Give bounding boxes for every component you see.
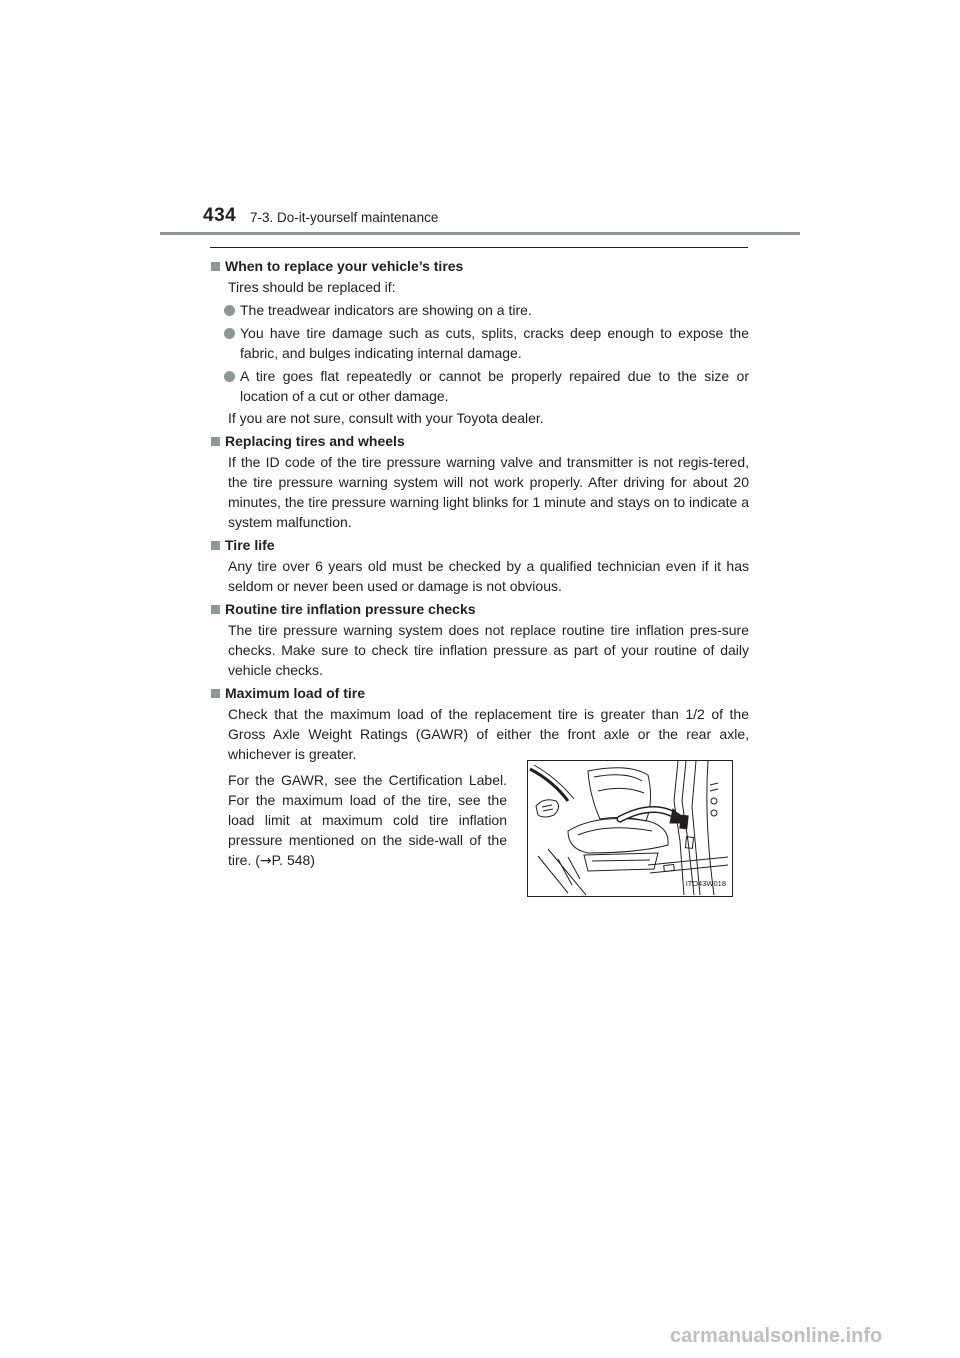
section-body: If the ID code of the tire pressure warning valve and transmitter is not regis-tered, the tire pressure warning system will not work properly. After driving for about 20 minutes, the tire pressure warning light blinks for 1 minute and stays on to indicate a system malfunction. <box>228 454 749 530</box>
section-heading: Replacing tires and wheels <box>211 431 749 451</box>
section-heading: Tire life <box>211 535 749 555</box>
square-bullet-icon <box>211 437 220 446</box>
gawr-text: For the GAWR, see the Certification Label. For the maximum load of the tire, see the load limit at maximum cold tire inflation pressure mentioned on the side-wall of the tire. (→P. 548) <box>228 772 507 869</box>
header-rule <box>160 232 800 235</box>
square-bullet-icon <box>211 262 220 271</box>
section-closing: If you are not sure, consult with your Toyota dealer. <box>228 410 544 426</box>
content-rule <box>210 247 748 248</box>
figure-label: ITO43W018 <box>685 879 726 888</box>
square-bullet-icon <box>211 605 220 614</box>
section-heading: Maximum load of tire <box>211 683 749 703</box>
section-body: The tire pressure warning system does not replace routine tire inflation pres-sure checks. Make sure to check tire inflation pressure as part of your routine of daily vehicle checks. <box>228 622 749 678</box>
circle-bullet-icon <box>224 371 235 382</box>
section-body: Check that the maximum load of the replacement tire is greater than 1/2 of the Gross Axle Weight Ratings (GAWR) of either the front axle or the rear axle, whichever is greater. <box>228 706 749 762</box>
arrow-icon: → <box>259 853 272 869</box>
circle-bullet-icon <box>224 328 235 339</box>
watermark: carmanualsonline.info <box>670 1325 883 1347</box>
list-item: A tire goes flat repeatedly or cannot be properly repaired due to the size or location of a cut or other damage. <box>211 366 749 406</box>
section-title: 7-3. Do-it-yourself maintenance <box>250 210 439 225</box>
section-intro: Tires should be replaced if: <box>228 279 396 295</box>
circle-bullet-icon <box>224 305 235 316</box>
list-item: The treadwear indicators are showing on a tire. <box>211 300 749 320</box>
page-number: 434 <box>203 205 237 226</box>
section-heading: When to replace your vehicle’s tires <box>211 256 749 276</box>
square-bullet-icon <box>211 689 220 698</box>
square-bullet-icon <box>211 541 220 550</box>
list-item: You have tire damage such as cuts, splits, cracks deep enough to expose the fabric, and bulges indicating internal damage. <box>211 323 749 363</box>
section-body: Any tire over 6 years old must be checked by a qualified technician even if it has seldom or never been used or damage is not obvious. <box>228 558 749 594</box>
section-heading: Routine tire inflation pressure checks <box>211 599 749 619</box>
page-ref-link[interactable]: P. 548) <box>271 852 315 868</box>
gawr-block <box>211 770 749 920</box>
content <box>211 256 749 920</box>
certification-label-figure <box>527 760 733 897</box>
